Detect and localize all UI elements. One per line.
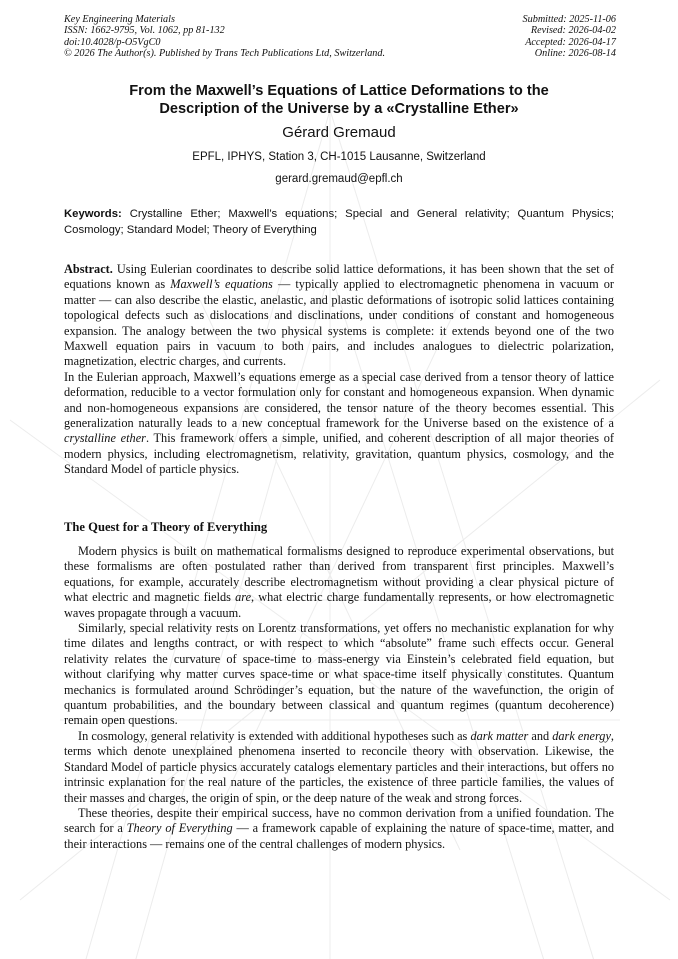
paper-affiliation: EPFL, IPHYS, Station 3, CH-1015 Lausanne, Switzerland: [192, 151, 486, 163]
paragraph-text: Modern physics is built on mathematical formalisms designed to reproduce experimental observations, but these formalisms are often postulated rather than derived from transparent first principles. Maxwell’s equations, for example, accurately describe electromagnetism without providing a clear physical picture of what electric and magnetic fields: [64, 544, 614, 605]
journal-doi: doi:10.4028/p-O5VgC0: [64, 36, 161, 48]
date-submitted: Submitted: 2025-11-06: [522, 14, 616, 25]
date-online: Online: 2026-08-14: [534, 47, 616, 59]
paragraph-emphasis: dark energy: [552, 728, 611, 743]
abstract-paragraph-1: [64, 262, 614, 370]
paragraph-emphasis: are: [235, 590, 252, 605]
paper-title-line2: Description of the Universe by a «Crystalline Ether»: [159, 100, 519, 117]
journal-header: [64, 14, 385, 59]
paragraph-emphasis: Theory of Everything: [126, 821, 233, 836]
keywords-text: Crystalline Ether; Maxwell’s equations; Special and General relativity; Quantum Physics; Cosmology; Standard Model; Theory of Everything: [64, 208, 614, 236]
date-revised: Revised: 2026-04-02: [530, 25, 616, 37]
abstract: [64, 262, 614, 478]
abstract-label: Abstract.: [64, 262, 113, 276]
paragraph-text: In cosmology, general relativity is extended with additional hypotheses such as: [78, 728, 471, 743]
paper-email[interactable]: gerard.gremaud@epfl.ch: [275, 173, 403, 185]
paper-author: Gérard Gremaud: [282, 124, 396, 141]
paragraph-text: , what electric charge fundamentally represents, or how electromagnetic waves propagate through a vacuum.: [64, 590, 614, 620]
section-paragraph-1: [64, 544, 614, 621]
journal-name: Key Engineering Materials: [64, 14, 175, 25]
abstract-emphasis: Maxwell’s equations: [170, 277, 273, 292]
journal-issn: ISSN: 1662-9795, Vol. 1062, pp 81-132: [64, 25, 225, 37]
paper-title-line1: From the Maxwell’s Equations of Lattice Deformations to the: [129, 83, 549, 99]
paragraph-text: , terms which denote unexplained phenomena inserted to reconcile theory with observation. Likewise, the Standard Model of particle physics accurately catalogs elementary particles and their interactions, but offers no intrinsic explanation for the real nature of the particles, the existence of three particle families, the values of their masses and charges, the origin of spin, or the deep nature of the weak and strong forces.: [64, 728, 614, 805]
keywords-label: Keywords:: [64, 208, 122, 220]
journal-copyright: © 2026 The Author(s). Published by Trans Tech Publications Ltd, Switzerland.: [64, 47, 386, 59]
section-paragraph-2: Similarly, special relativity rests on Lorentz transformations, yet offers no mechanistic explanation for why time dilates and lengths contract, or with respect to which “absolute” frame such effects occur. General relativity relates the curvature of space-time to mass-energy via Einstein’s celebrated field equation, but without clarifying why matter curves space-time or what space-time itself physically constitutes. Quantum mechanics is formulated around Schrödinger’s equation, but the nature of the wavefunction, the origin of quantum probabilities, and the boundary between classical and quantum regimes (quantum decoherence) remain open questions.: [64, 621, 614, 728]
abstract-text: Using Eulerian coordinates to describe solid lattice deformations, it has been shown that the set of equations known as: [64, 262, 614, 292]
abstract-text: . This framework offers a simple, unified, and coherent description of all major theories of modern physics, including electromagnetism, relativity, gravitation, quantum physics, cosmology, and the Standard Model of particle physics.: [64, 431, 614, 477]
section-heading: The Quest for a Theory of Everything: [64, 520, 268, 534]
section-paragraph-4: [64, 806, 614, 852]
abstract-emphasis: crystalline ether: [64, 431, 146, 446]
section-body: [64, 544, 614, 852]
paper-title: [64, 83, 614, 118]
keywords: [64, 206, 614, 238]
date-accepted: Accepted: 2026-04-17: [525, 36, 616, 48]
paragraph-emphasis: dark matter: [470, 728, 529, 743]
abstract-text: — typically applied to electromagnetic phenomena in vacuum or matter — can also describe the elastic, anelastic, and plastic deformations of isotropic solid lattices containing topological defects such as dislocations and disclinations, under conditions of constant and homogeneous expansion. The analogy between the two physical systems is complete: it extends beyond one of the two Maxwell equation pairs in vacuum to both pairs, and includes analogues to dielectric polarization, magnetization, electric charges, and currents.: [64, 277, 615, 369]
dates-header: [523, 14, 616, 59]
paragraph-text: — a framework capable of explaining the nature of space-time, matter, and their interactions — remains one of the central challenges of modern physics.: [64, 821, 615, 851]
paragraph-text: These theories, despite their empirical success, have no common derivation from a unified foundation. The search for a: [64, 805, 614, 836]
abstract-text: In the Eulerian approach, Maxwell’s equations emerge as a special case derived from a tensor theory of lattice deformation, reducible to a vector formulation only for constant and homogeneous expansion. When dynamic and non-homogeneous expansions are considered, the tensor nature of the theory becomes essential. This generalization naturally leads to a new conceptual framework for the Universe based on the existence of a: [64, 369, 614, 431]
abstract-paragraph-2: [64, 370, 614, 478]
section-paragraph-3: [64, 729, 614, 806]
paragraph-text: and: [528, 728, 553, 743]
